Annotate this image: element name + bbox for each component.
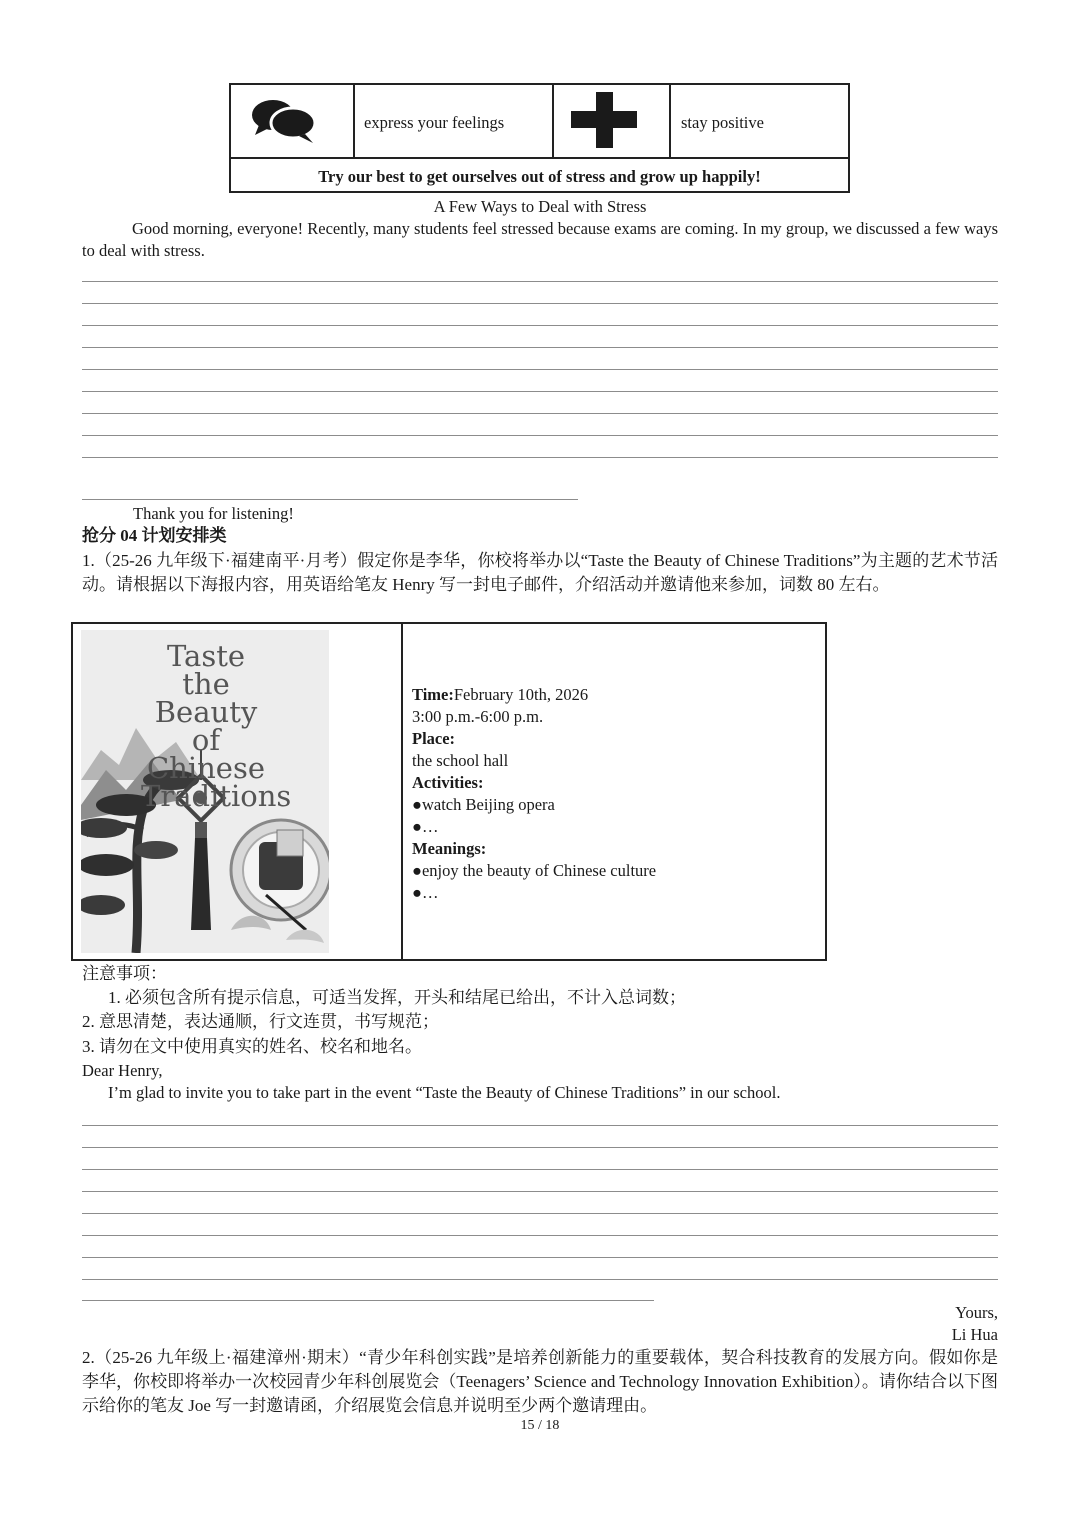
table-banner: Try our best to get ourselves out of stress and grow up happily! [318,167,761,186]
positive-tip: stay positive [681,113,764,132]
activity-item: ●… [412,817,439,836]
notes-title: 注意事项： [82,964,167,983]
writing-line [82,413,998,414]
writing-line [82,1169,998,1170]
plus-cross-icon [569,90,639,150]
speech-opening: Good morning, everyone! Recently, many students feel stressed because exams are coming. In my group, we discussed a few ways to deal with stress. [82,219,998,260]
writing-line [82,303,998,304]
note-item: 1. 必须包含所有提示信息，可适当发挥，开头和结尾已给出，不计入总词数； [108,988,686,1007]
poster-title-line: Traditions [141,779,292,813]
poster-title-line: Beauty of [154,695,258,757]
speech-closing: Thank you for listening! [133,504,294,523]
place-label: Place: [412,729,456,748]
table-divider [669,85,671,157]
time-label: Time: [412,685,454,704]
letter-salutation: Dear Henry, [82,1061,163,1080]
letter-opening: I’m glad to invite you to take part in the event “Taste the Beauty of Chinese Traditions” in our school. [108,1083,781,1102]
activity-item: ●watch Beijing opera [412,795,555,814]
poster-title [141,639,292,813]
poster-title-line: Taste the [166,639,246,701]
poster-time [412,684,588,706]
writing-line [82,1191,998,1192]
letter-signature: Li Hua [951,1325,998,1344]
time-date: February 10th, 2026 [453,685,589,704]
letter-signoff: Yours, [955,1303,998,1322]
stress-tips-table [229,83,850,193]
feelings-tip: express your feelings [364,113,505,132]
poster-title-line: Chinese [146,751,266,785]
writing-line [82,499,578,500]
section-heading: 抢分 04 计划安排类 [82,526,227,545]
speech-bubbles-icon [249,95,319,147]
writing-line [82,1279,998,1280]
writing-line [82,1125,998,1126]
place-value: the school hall [412,751,509,770]
note-item: 2. 意思清楚，表达通顺，行文连贯，书写规范； [82,1012,439,1031]
writing-line [82,457,998,458]
time-hours: 3:00 p.m.-6:00 p.m. [412,707,544,726]
table-divider [231,157,848,159]
meaning-item: ●enjoy the beauty of Chinese culture [412,861,657,880]
writing-line [82,369,998,370]
q2-prompt: 2.（25-26 九年级上·福建漳州·期末）“青少年科创实践”是培养创新能力的重要载体，契合科技教育的发展方向。假如你是李华，你校即将举办一次校园青少年科创展览会（Teenagers’ Science and Technology Innovation Exhibition）。请你结合以下图示给你的笔友 Joe 写一封邀请函，介绍展览会信息并说明至少两个邀请理由。 [82,1348,998,1415]
writing-line [82,281,998,282]
writing-line [82,1257,998,1258]
activities-label: Activities: [412,773,484,792]
meanings-label: Meanings: [412,839,487,858]
event-poster [71,622,827,961]
writing-line [82,391,998,392]
writing-line [82,1147,998,1148]
writing-line [82,435,998,436]
meaning-item: ●… [412,883,439,902]
page-number: 15 / 18 [520,1418,560,1433]
q1-prompt: 1.（25-26 九年级下·福建南平·月考）假定你是李华，你校将举办以“Taste the Beauty of Chinese Traditions”为主题的艺术节活动。请根据以下海报内容，用英语给笔友 Henry 写一封电子邮件，介绍活动并邀请他来参加，词数 80 左右。 [82,551,998,594]
table-divider [353,85,355,157]
writing-line [82,1213,998,1214]
poster-divider [401,624,403,959]
writing-line [82,347,998,348]
note-item: 3. 请勿在文中使用真实的姓名、校名和地名。 [82,1037,422,1056]
writing-line [82,1235,998,1236]
writing-line [82,325,998,326]
writing-line [82,1300,654,1301]
speech-title: A Few Ways to Deal with Stress [433,197,647,216]
table-divider [552,85,554,157]
